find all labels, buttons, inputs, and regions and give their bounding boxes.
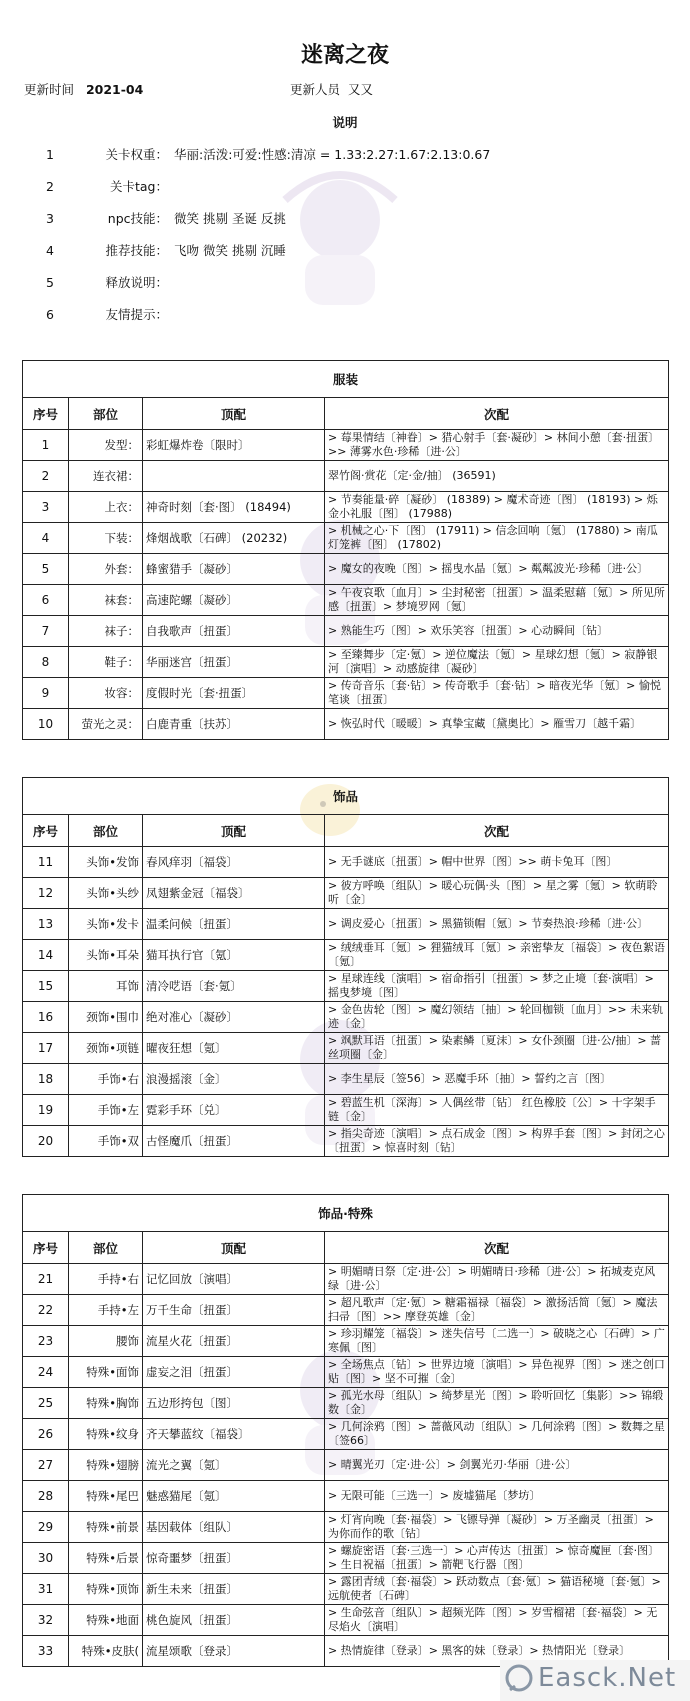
row-top-item: 神奇时刻〔套·图〕 (18494) <box>143 492 325 523</box>
row-number: 25 <box>23 1388 69 1419</box>
table-row <box>23 1543 669 1574</box>
column-header-no: 序号 <box>23 398 69 430</box>
column-header-part: 部位 <box>69 815 143 847</box>
row-number: 7 <box>23 616 69 647</box>
row-top-item: 基因载体〔组队〕 <box>143 1512 325 1543</box>
column-header-sub: 次配 <box>325 815 669 847</box>
row-alt-items: > 星球连线〔演唱〕> 宿命指引〔扭蛋〕> 梦之止境〔套·演唱〕> 摇曳梦境〔图〕 <box>325 971 669 1002</box>
row-top-item: 霓彩手环〔兑〕 <box>143 1095 325 1126</box>
row-number: 10 <box>23 709 69 740</box>
row-part: 特殊•地面 <box>69 1605 143 1636</box>
table-row <box>23 1512 669 1543</box>
row-top-item <box>143 461 325 492</box>
row-alt-items: > 螺旋密语〔套·三选一〕> 心声传达〔扭蛋〕> 惊奇魔匣〔套·图〕> 生日祝福〔扭蛋〕> 箭靶飞行器〔图〕 <box>325 1543 669 1574</box>
row-top-item: 浪漫摇滚〔金〕 <box>143 1064 325 1095</box>
table-row <box>23 585 669 616</box>
accessory-table <box>22 777 669 1157</box>
row-top-item: 曜夜狂想〔氪〕 <box>143 1033 325 1064</box>
table-row <box>23 430 669 461</box>
row-alt-items: > 调皮爱心〔扭蛋〕> 黑猫锁帽〔氪〕> 节奏热浪·珍稀〔进·公〕 <box>325 909 669 940</box>
row-alt-items: > 碧蓝生机〔深海〕> 人偶丝带〔钻〕 红色橡胶〔公〕> 十字架手链〔金〕 <box>325 1095 669 1126</box>
row-top-item: 古怪魔爪〔扭蛋〕 <box>143 1126 325 1157</box>
row-number: 11 <box>23 847 69 878</box>
row-alt-items: > 飒默耳语〔扭蛋〕> 染素鳞〔夏沫〕> 女仆颈圈〔进·公/抽〕> 蔷丝项圈〔金〕 <box>325 1033 669 1064</box>
row-top-item: 清冷呓语〔套·氪〕 <box>143 971 325 1002</box>
row-number: 6 <box>23 585 69 616</box>
note-value: 微笑 挑剔 圣诞 反挑 <box>174 211 286 226</box>
row-number: 12 <box>23 878 69 909</box>
row-number: 17 <box>23 1033 69 1064</box>
table-row <box>23 1033 669 1064</box>
clothing-table <box>22 360 669 740</box>
row-number: 28 <box>23 1481 69 1512</box>
row-part: 手持•左 <box>69 1295 143 1326</box>
column-header-top: 顶配 <box>143 1232 325 1264</box>
row-part: 特殊•前景 <box>69 1512 143 1543</box>
column-header-part: 部位 <box>69 1232 143 1264</box>
table-row <box>23 616 669 647</box>
updater <box>290 80 373 98</box>
row-number: 23 <box>23 1326 69 1357</box>
row-number: 26 <box>23 1419 69 1450</box>
table-row <box>23 1095 669 1126</box>
table-row <box>23 1481 669 1512</box>
note-row <box>24 298 664 330</box>
table-title: 饰品·特殊 <box>23 1195 669 1232</box>
chat-bubble-icon <box>504 1664 534 1694</box>
row-top-item: 流星火花〔扭蛋〕 <box>143 1326 325 1357</box>
note-label: npc技能： <box>107 211 168 226</box>
row-alt-items: > 李生星辰〔签56〕> 恶魔手环〔抽〕> 誓约之言〔图〕 <box>325 1064 669 1095</box>
row-number: 27 <box>23 1450 69 1481</box>
table-title: 饰品 <box>23 778 669 815</box>
row-part: 鞋子： <box>69 647 143 678</box>
table-row <box>23 878 669 909</box>
row-top-item: 流光之翼〔氪〕 <box>143 1450 325 1481</box>
row-top-item: 度假时光〔套·扭蛋〕 <box>143 678 325 709</box>
row-top-item: 凤翅紫金冠〔福袋〕 <box>143 878 325 909</box>
row-alt-items: > 莓果情结〔神眷〕> 猎心射手〔套·凝砂〕> 林间小憩〔套·扭蛋〕>> 薄雾水色·珍稀〔进·公〕 <box>325 430 669 461</box>
row-number: 32 <box>23 1605 69 1636</box>
row-part: 特殊•皮肤( <box>69 1636 143 1667</box>
row-top-item: 华丽迷宫〔扭蛋〕 <box>143 647 325 678</box>
row-part: 上衣： <box>69 492 143 523</box>
row-part: 手饰•右 <box>69 1064 143 1095</box>
note-number: 5 <box>46 274 54 290</box>
table-row <box>23 1326 669 1357</box>
row-top-item: 自我歌声〔扭蛋〕 <box>143 616 325 647</box>
page-title: 迷离之夜 <box>300 43 389 68</box>
row-alt-items: > 生命弦音〔组队〕> 超频光阵〔图〕> 岁雪榴裙〔套·福袋〕> 无尽焰火〔演唱〕 <box>325 1605 669 1636</box>
row-alt-items: > 灯宵向晚〔套·福袋〕> 飞镖导弹〔凝砂〕> 万圣幽灵〔扭蛋〕> 为你而作的歌〔钻〕 <box>325 1512 669 1543</box>
note-row <box>24 138 664 170</box>
row-number: 30 <box>23 1543 69 1574</box>
row-top-item: 五边形挎包〔图〕 <box>143 1388 325 1419</box>
site-watermark-text: Easck.Net <box>538 1663 677 1693</box>
row-part: 特殊•胸饰 <box>69 1388 143 1419</box>
row-part: 下装： <box>69 523 143 554</box>
row-number: 19 <box>23 1095 69 1126</box>
row-part: 特殊•纹身 <box>69 1419 143 1450</box>
row-part: 手饰•双 <box>69 1126 143 1157</box>
row-alt-items: > 指尖奇迹〔演唱〕> 点石成金〔图〕> 构界手套〔图〕> 封闭之心〔扭蛋〕> 惊喜时刻〔钻〕 <box>325 1126 669 1157</box>
row-top-item: 春风痒羽〔福袋〕 <box>143 847 325 878</box>
note-number: 1 <box>46 146 54 162</box>
note-label: 推荐技能： <box>105 243 168 258</box>
row-alt-items: > 午夜哀歌〔血月〕> 尘封秘密〔扭蛋〕> 温柔慰藉〔氪〕> 所见所感〔扭蛋〕> 梦境罗网〔氪〕 <box>325 585 669 616</box>
row-top-item: 记忆回放〔演唱〕 <box>143 1264 325 1295</box>
row-number: 24 <box>23 1357 69 1388</box>
table-row <box>23 492 669 523</box>
table-row <box>23 1126 669 1157</box>
row-alt-items: 翠竹阁·赏花〔定·金/抽〕 (36591) <box>325 461 669 492</box>
row-part: 颈饰•项链 <box>69 1033 143 1064</box>
row-top-item: 绝对准心〔凝砂〕 <box>143 1002 325 1033</box>
row-alt-items: > 无手谜底〔扭蛋〕> 帽中世界〔图〕>> 萌卡兔耳〔图〕 <box>325 847 669 878</box>
row-number: 1 <box>23 430 69 461</box>
notes-heading: 说明 <box>332 115 358 130</box>
row-top-item: 彩虹爆炸卷〔限时〕 <box>143 430 325 461</box>
row-alt-items: > 全场焦点〔钻〕> 世界边境〔演唱〕> 异色视界〔图〕> 迷之创口贴〔图〕> 坚不可摧〔金〕 <box>325 1357 669 1388</box>
row-number: 13 <box>23 909 69 940</box>
row-top-item: 魅惑猫尾〔氪〕 <box>143 1481 325 1512</box>
column-header-top: 顶配 <box>143 398 325 430</box>
row-alt-items: > 传奇音乐〔套·钻〕> 传奇歌手〔套·钻〕> 暗夜光华〔氪〕> 愉悦笔谈〔扭蛋〕 <box>325 678 669 709</box>
note-label: 释放说明： <box>105 275 168 290</box>
updater-value: 又又 <box>347 82 373 97</box>
row-top-item: 新生未来〔扭蛋〕 <box>143 1574 325 1605</box>
note-value: 飞吻 微笑 挑剔 沉睡 <box>174 243 286 258</box>
row-alt-items: > 彼方呼唤〔组队〕> 暖心玩偶·头〔图〕> 星之雾〔氪〕> 软萌聆听〔金〕 <box>325 878 669 909</box>
row-part: 特殊•后景 <box>69 1543 143 1574</box>
note-number: 2 <box>46 178 54 194</box>
table-row <box>23 1295 669 1326</box>
table-row <box>23 1574 669 1605</box>
table-row <box>23 971 669 1002</box>
note-value: 华丽:活泼:可爱:性感:清凉 = 1.33:2.27:1.67:2.13:0.67 <box>174 147 491 162</box>
row-part: 特殊•尾巴 <box>69 1481 143 1512</box>
note-label: 关卡权重： <box>105 147 168 162</box>
row-part: 手饰•左 <box>69 1095 143 1126</box>
table-row <box>23 1605 669 1636</box>
row-number: 5 <box>23 554 69 585</box>
row-part: 连衣裙： <box>69 461 143 492</box>
notes-list <box>24 138 664 330</box>
special-accessory-table <box>22 1194 669 1667</box>
table-row <box>23 678 669 709</box>
row-alt-items: > 恢弘时代〔暖暖〕> 真挚宝藏〔黛奥比〕> 雁雪刀〔越千霜〕 <box>325 709 669 740</box>
row-top-item: 万千生命〔扭蛋〕 <box>143 1295 325 1326</box>
row-part: 特殊•翅膀 <box>69 1450 143 1481</box>
table-row <box>23 647 669 678</box>
row-number: 20 <box>23 1126 69 1157</box>
row-top-item: 烽烟战歌〔石碑〕 (20232) <box>143 523 325 554</box>
table-row <box>23 847 669 878</box>
row-top-item: 猫耳执行官〔氪〕 <box>143 940 325 971</box>
row-part: 头饰•头纱 <box>69 878 143 909</box>
row-alt-items: > 绒绒垂耳〔氪〕> 狸猫绒耳〔氪〕> 亲密挚友〔福袋〕> 夜色絮语〔氪〕 <box>325 940 669 971</box>
row-number: 16 <box>23 1002 69 1033</box>
row-number: 9 <box>23 678 69 709</box>
note-number: 6 <box>46 306 54 322</box>
row-part: 袜套： <box>69 585 143 616</box>
row-alt-items: > 熟能生巧〔图〕> 欢乐笑容〔扭蛋〕> 心动瞬间〔钻〕 <box>325 616 669 647</box>
row-alt-items: > 明媚晴日祭〔定·进·公〕> 明媚晴日·珍稀〔进·公〕> 拓城麦克风绿〔进·公〕 <box>325 1264 669 1295</box>
row-alt-items: > 节奏能量·碎〔凝砂〕 (18389) > 魔术奇迹〔图〕 (18193) > 烁金小礼服〔图〕 (17988) <box>325 492 669 523</box>
row-part: 头饰•发饰 <box>69 847 143 878</box>
row-part: 头饰•耳朵 <box>69 940 143 971</box>
table-row <box>23 1064 669 1095</box>
row-alt-items: > 魔女的夜晚〔图〕> 摇曳水晶〔氪〕> 粼粼波光·珍稀〔进·公〕 <box>325 554 669 585</box>
table-row <box>23 1357 669 1388</box>
row-top-item: 流星颂歌〔登录〕 <box>143 1636 325 1667</box>
note-number: 4 <box>46 242 54 258</box>
row-number: 4 <box>23 523 69 554</box>
row-number: 33 <box>23 1636 69 1667</box>
row-alt-items: > 晴翼光刃〔定·进·公〕> 剑翼光刃·华丽〔进·公〕 <box>325 1450 669 1481</box>
row-number: 2 <box>23 461 69 492</box>
row-number: 31 <box>23 1574 69 1605</box>
row-top-item: 齐天攀蓝纹〔福袋〕 <box>143 1419 325 1450</box>
row-number: 18 <box>23 1064 69 1095</box>
row-alt-items: > 超凡歌声〔定·氪〕> 糖霜福禄〔福袋〕> 激扬活简〔氪〕> 魔法扫帚〔图〕>> 摩登英雄〔金〕 <box>325 1295 669 1326</box>
column-header-sub: 次配 <box>325 398 669 430</box>
table-row <box>23 1002 669 1033</box>
table-row <box>23 523 669 554</box>
note-row <box>24 266 664 298</box>
row-part: 萤光之灵： <box>69 709 143 740</box>
table-row <box>23 1264 669 1295</box>
note-number: 3 <box>46 210 54 226</box>
row-number: 22 <box>23 1295 69 1326</box>
row-part: 特殊•面饰 <box>69 1357 143 1388</box>
row-top-item: 蜂蜜猎手〔凝砂〕 <box>143 554 325 585</box>
row-part: 发型： <box>69 430 143 461</box>
table-row <box>23 1388 669 1419</box>
table-row <box>23 909 669 940</box>
note-label: 友情提示： <box>105 307 168 322</box>
row-alt-items: > 珍羽耀笼〔福袋〕> 迷失信号〔二选一〕> 破晓之心〔石碑〕> 广寒佩〔图〕 <box>325 1326 669 1357</box>
row-part: 妆容： <box>69 678 143 709</box>
update-time <box>24 80 143 98</box>
row-top-item: 惊奇噩梦〔扭蛋〕 <box>143 1543 325 1574</box>
row-number: 15 <box>23 971 69 1002</box>
row-number: 8 <box>23 647 69 678</box>
table-title: 服装 <box>23 361 669 398</box>
table-row <box>23 1419 669 1450</box>
row-part: 腰饰 <box>69 1326 143 1357</box>
row-alt-items: > 至臻舞步〔定·氪〕> 逆位魔法〔氪〕> 星球幻想〔氪〕> 寂静银河〔演唱〕> 动感旋律〔凝砂〕 <box>325 647 669 678</box>
row-alt-items: > 机械之心·下〔图〕 (17911) > 信念回响〔氪〕 (17880) > 南瓜灯笼裤〔图〕 (17802) <box>325 523 669 554</box>
row-top-item: 高速陀螺〔凝砂〕 <box>143 585 325 616</box>
row-number: 3 <box>23 492 69 523</box>
update-time-value: 2021-04 <box>85 82 144 97</box>
note-row <box>24 202 664 234</box>
row-number: 21 <box>23 1264 69 1295</box>
note-row <box>24 234 664 266</box>
updater-label: 更新人员 <box>290 82 341 97</box>
site-watermark <box>500 1660 690 1701</box>
row-part: 特殊•顶饰 <box>69 1574 143 1605</box>
row-alt-items: > 无限可能〔三选一〕> 废墟猫尾〔梦坊〕 <box>325 1481 669 1512</box>
table-row <box>23 709 669 740</box>
table-row <box>23 1450 669 1481</box>
row-part: 耳饰 <box>69 971 143 1002</box>
table-row <box>23 940 669 971</box>
row-top-item: 白鹿青重〔扶苏〕 <box>143 709 325 740</box>
row-number: 29 <box>23 1512 69 1543</box>
table-row <box>23 554 669 585</box>
column-header-no: 序号 <box>23 815 69 847</box>
row-part: 颈饰•围巾 <box>69 1002 143 1033</box>
note-row <box>24 170 664 202</box>
row-top-item: 桃色旋风〔扭蛋〕 <box>143 1605 325 1636</box>
column-header-top: 顶配 <box>143 815 325 847</box>
row-top-item: 虚妄之泪〔扭蛋〕 <box>143 1357 325 1388</box>
column-header-part: 部位 <box>69 398 143 430</box>
row-number: 14 <box>23 940 69 971</box>
row-part: 手持•右 <box>69 1264 143 1295</box>
column-header-sub: 次配 <box>325 1232 669 1264</box>
row-part: 外套： <box>69 554 143 585</box>
row-alt-items: > 孤光水母〔组队〕> 绮梦星光〔图〕> 聆听回忆〔集影〕>> 锦缎数〔金〕 <box>325 1388 669 1419</box>
row-alt-items: > 几何涂鸦〔图〕> 蔷薇风动〔组队〕> 几何涂鸦〔图〕> 数舞之星〔签66〕 <box>325 1419 669 1450</box>
row-alt-items: > 金色齿轮〔图〕> 魔幻领结〔抽〕> 轮回枷锁〔血月〕>> 未来轨迹〔金〕 <box>325 1002 669 1033</box>
row-part: 头饰•发卡 <box>69 909 143 940</box>
row-alt-items: > 露团青绒〔套·福袋〕> 跃动数点〔套·氪〕> 猫语秘境〔套·氪〕> 远航使者〔石碑〕 <box>325 1574 669 1605</box>
note-label: 关卡tag： <box>110 179 168 194</box>
row-top-item: 温柔问候〔扭蛋〕 <box>143 909 325 940</box>
update-time-label: 更新时间 <box>24 82 75 97</box>
row-part: 袜子： <box>69 616 143 647</box>
table-row <box>23 461 669 492</box>
row-alt-items: > 热情旋律〔登录〕> 黑客的妹〔登录〕> 热情阳光〔登录〕 <box>325 1636 669 1667</box>
column-header-no: 序号 <box>23 1232 69 1264</box>
